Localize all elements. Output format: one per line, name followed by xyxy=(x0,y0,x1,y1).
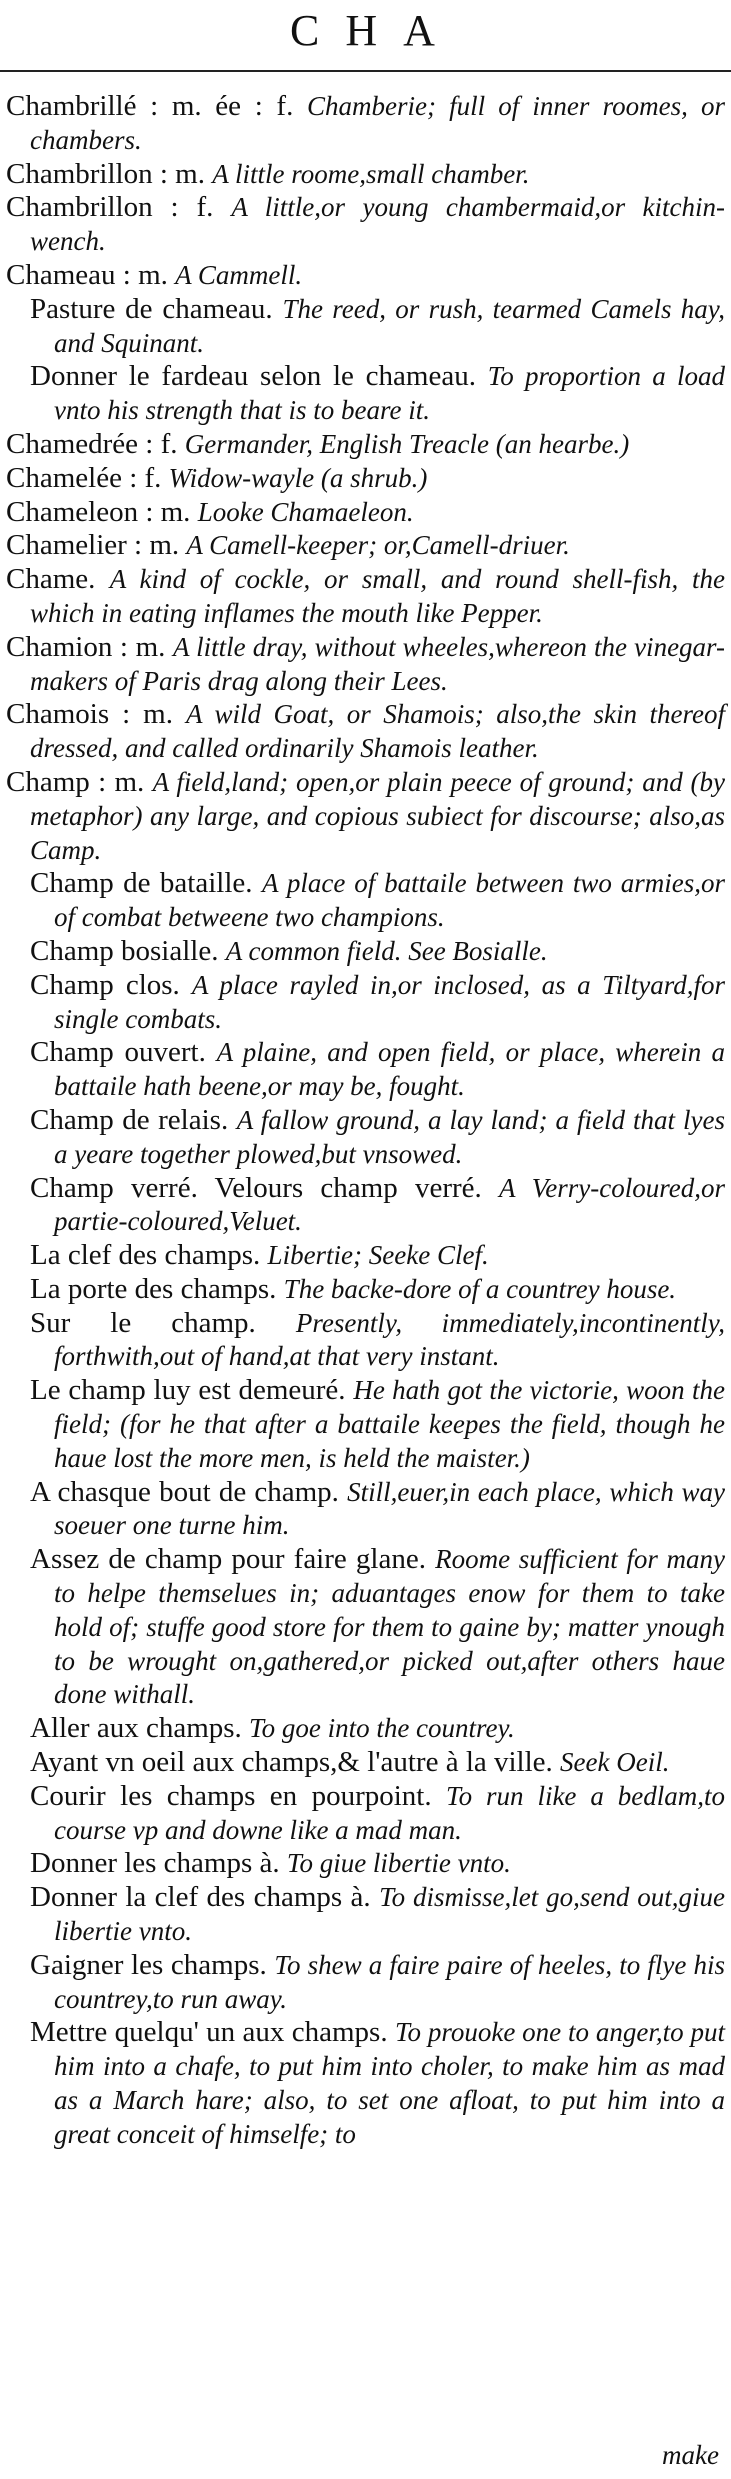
running-head: CHA xyxy=(290,6,461,55)
entry-headword: Champ de bataille. xyxy=(30,867,253,900)
sub-entry xyxy=(30,968,725,1037)
entry-headword: Sur le champ. xyxy=(30,1306,256,1339)
entry-headword: Chambrillon : f. xyxy=(6,191,214,224)
entry-headword: Le champ luy est demeuré. xyxy=(30,1374,346,1407)
entry-gloss: To goe into the countrey. xyxy=(249,1713,515,1744)
entry-gloss: Seek Oeil. xyxy=(560,1747,670,1778)
sub-entry xyxy=(30,2016,725,2151)
entry-headword: La clef des champs. xyxy=(30,1239,261,1272)
entry-headword: A chasque bout de champ. xyxy=(30,1475,339,1508)
sub-entry xyxy=(30,1171,726,1240)
entry-headword: Chamedrée : f. xyxy=(6,427,178,460)
entry-headword: Champ : m. xyxy=(6,765,145,798)
entry-gloss: A kind of cockle, or small, and round shell-fish, the which in eating inflames the mouth like Pepper. xyxy=(30,564,725,628)
entry-gloss: A Verry-coloured,or partie-coloured,Veluet. xyxy=(54,1172,726,1237)
catchword: make xyxy=(662,2440,719,2470)
dictionary-entry xyxy=(6,630,726,699)
entry-gloss: A little roome,small chamber. xyxy=(212,158,530,189)
entry-gloss: A little,or young chambermaid,or kitchin-wench. xyxy=(30,192,725,257)
sub-entry xyxy=(30,1306,726,1375)
entry-headword: Donner la clef des champs à. xyxy=(30,1881,371,1914)
entry-headword: Chame. xyxy=(6,563,96,596)
entry-headword: Gaigner les champs. xyxy=(30,1948,267,1981)
entry-gloss: The reed, or rush, tearmed Camels hay, and Squinant. xyxy=(54,293,726,358)
entry-gloss: Still,euer,in each place, which way soeuer one turne him. xyxy=(54,1476,725,1541)
entry-gloss: A plaine, and open field, or place, wherein a battaile hath beene,or may be, fought. xyxy=(54,1037,725,1102)
entry-headword: Chamelée : f. xyxy=(6,461,162,494)
entry-headword: Chamois : m. xyxy=(6,698,173,731)
entry-headword: Chambrillé : m. ée : f. xyxy=(6,90,294,122)
entry-gloss: Germander, English Treacle (an hearbe.) xyxy=(184,428,630,459)
entry-gloss: Widow-wayle (a shrub.) xyxy=(168,462,428,493)
sub-entry xyxy=(30,1272,725,1307)
entry-headword: Courir les champs en pourpoint. xyxy=(30,1779,432,1812)
entry-gloss: To dismisse,let go,send out,giue libertie vnto. xyxy=(54,1882,725,1947)
entry-headword: Champ verré. Velours champ verré. xyxy=(30,1171,482,1204)
sub-entry xyxy=(30,1239,725,1273)
dictionary-entry xyxy=(6,495,725,530)
sub-entry xyxy=(30,1779,725,1848)
dictionary-entry xyxy=(6,765,726,867)
entry-gloss: A Cammell. xyxy=(175,259,303,290)
entry-headword: La porte des champs. xyxy=(30,1272,277,1305)
entry-gloss: To shew a faire paire of heeles, to flye his countrey,to run away. xyxy=(54,1949,726,2014)
entry-headword: Chameleon : m. xyxy=(6,495,191,528)
entry-gloss: The backe-dore of a countrey house. xyxy=(283,1273,677,1304)
sub-entry xyxy=(30,1103,726,1172)
entry-headword: Chamelier : m. xyxy=(6,529,180,562)
entry-gloss: A Camell-keeper; or,Camell-driuer. xyxy=(186,530,570,561)
entry-headword: Ayant vn oeil aux champs,& l'autre à la ville. xyxy=(30,1746,553,1779)
sub-entry xyxy=(30,292,726,361)
sub-entry xyxy=(30,1881,725,1949)
dictionary-entry xyxy=(6,529,725,563)
entry-headword: Champ ouvert. xyxy=(30,1036,206,1069)
entry-gloss: Presently, immediately,incontinently, forthwith,out of hand,at that very instant. xyxy=(54,1307,726,1372)
entry-gloss: To giue libertie vnto. xyxy=(286,1848,511,1879)
dictionary-entry xyxy=(6,461,725,496)
entry-list xyxy=(0,90,725,2152)
entry-headword: Mettre quelqu' un aux champs. xyxy=(30,2016,388,2049)
entry-gloss: A little dray, without wheeles,whereon the vinegar-makers of Paris drag along their Lees. xyxy=(30,631,726,696)
entry-headword: Champ clos. xyxy=(30,968,180,1001)
sub-entry xyxy=(30,934,725,969)
sub-entry xyxy=(30,1847,725,1881)
dictionary-entry xyxy=(6,427,725,462)
entry-headword: Chambrillon : m. xyxy=(6,157,205,190)
sub-entry xyxy=(30,1374,725,1475)
dictionary-entry xyxy=(6,157,725,192)
sub-entry xyxy=(30,360,725,428)
entry-gloss: To proportion a load vnto his strength that is to beare it. xyxy=(54,361,725,426)
entry-headword: Chamion : m. xyxy=(6,630,166,663)
entry-headword: Chameau : m. xyxy=(6,258,168,291)
entry-gloss: A common field. See Bosialle. xyxy=(225,935,548,966)
entry-headword: Aller aux champs. xyxy=(30,1712,242,1745)
entry-gloss: To run like a bedlam,to course vp and downe like a mad man. xyxy=(54,1780,725,1845)
entry-gloss: Libertie; Seeke Clef. xyxy=(267,1240,489,1271)
sub-entry xyxy=(30,867,725,935)
sub-entry xyxy=(30,1746,725,1780)
dictionary-entry xyxy=(6,698,725,766)
dictionary-entry xyxy=(6,563,725,631)
sub-entry xyxy=(30,1036,725,1104)
entry-gloss: A place of battaile between two armies,or of combat betweene two champions. xyxy=(54,868,725,933)
sub-entry xyxy=(30,1712,725,1746)
entry-headword: Donner le fardeau selon le chameau. xyxy=(30,360,476,393)
entry-gloss: To prouoke one to anger,to put him into a chafe, to put him into choler, to make him as mad as a March hare; also, to set one afloat, to put him into a great conceit of himselfe; to xyxy=(54,2017,725,2149)
dictionary-entry xyxy=(6,90,725,158)
dictionary-entry xyxy=(6,191,725,259)
sub-entry xyxy=(30,1948,726,2017)
entry-gloss: He hath got the victorie, woon the field; (for he that after a battaile keepes the field, though he haue lost the more men, is held the maister.) xyxy=(54,1375,725,1473)
entry-headword: Pasture de chameau. xyxy=(30,292,273,325)
header-rule xyxy=(0,70,731,72)
entry-gloss: Chamberie; full of inner roomes, or chambers. xyxy=(30,91,725,155)
entry-headword: Champ de relais. xyxy=(30,1103,229,1136)
entry-gloss: Looke Chamaeleon. xyxy=(197,496,414,527)
entry-gloss: Roome sufficient for many to helpe themselues in; aduantages enow for them to take hold of; stuffe good store for them to gaine by; matter ynough to be wrought on,gathered,or picked out,after others haue done withall. xyxy=(54,1544,726,1710)
entry-gloss: A place rayled in,or inclosed, as a Tiltyard,for single combats. xyxy=(54,969,725,1034)
entry-headword: Champ bosialle. xyxy=(30,934,219,967)
sub-entry xyxy=(30,1543,726,1712)
entry-headword: Donner les champs à. xyxy=(30,1847,280,1880)
entry-gloss: A field,land; open,or plain peece of ground; and (by metaphor) any large, and copious subiect for discourse; also,as Camp. xyxy=(30,766,726,865)
dictionary-entry xyxy=(6,258,725,293)
entry-gloss: A fallow ground, a lay land; a field that lyes a yeare together plowed,but vnsowed. xyxy=(54,1104,726,1169)
sub-entry xyxy=(30,1475,725,1544)
entry-gloss: A wild Goat, or Shamois; also,the skin thereof dressed, and called ordinarily Shamois leather. xyxy=(30,699,725,764)
entry-headword: Assez de champ pour faire glane. xyxy=(30,1543,426,1576)
